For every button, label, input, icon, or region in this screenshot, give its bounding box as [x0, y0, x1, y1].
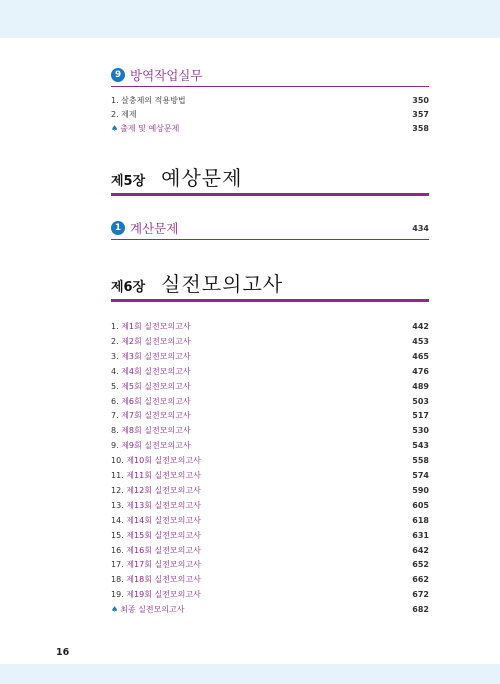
toc-entry[interactable] — [111, 395, 429, 408]
chapter-heading — [111, 162, 242, 191]
toc-entry[interactable] — [111, 350, 429, 363]
toc-entry-page: 453 — [412, 336, 429, 346]
toc-entry-page: 543 — [412, 441, 429, 451]
toc-entry-name: 제5회 실전모의고사 — [121, 381, 191, 391]
toc-entry[interactable] — [111, 320, 429, 333]
toc-entry-name: 제19회 실전모의고사 — [126, 590, 201, 600]
spade-icon: ♠ — [111, 605, 119, 615]
toc-entry-page: 358 — [412, 124, 429, 133]
toc-entry-name: 최종 실전모의고사 — [120, 605, 185, 615]
toc-entry-label — [111, 484, 201, 497]
toc-entry-label — [111, 365, 191, 378]
toc-entry-label — [111, 469, 201, 482]
toc-entry-number: 17. — [111, 560, 124, 570]
toc-entry-name: 제1회 실전모의고사 — [121, 322, 191, 331]
toc-entry-number: 3. — [111, 351, 119, 361]
toc-entry-number: 7. — [111, 411, 119, 421]
toc-entry-name: 제17회 실전모의고사 — [126, 560, 201, 570]
toc-entry-page: 618 — [412, 515, 429, 525]
chapter-title: 예상문제 — [161, 166, 243, 190]
toc-entry-page: 350 — [412, 96, 429, 105]
toc-entry-label — [111, 335, 191, 348]
toc-entry[interactable] — [111, 469, 429, 482]
toc-entry-label — [111, 409, 191, 422]
toc-entry-special[interactable] — [111, 122, 429, 135]
toc-entry-page: 574 — [412, 471, 429, 480]
toc-entry-number: 14. — [111, 515, 124, 525]
toc-entry-name: 제12회 실전모의고사 — [126, 485, 201, 495]
toc-entry-name: 제3회 실전모의고사 — [121, 351, 191, 361]
toc-entry-number: 5. — [111, 381, 119, 391]
toc-entry-label — [111, 588, 201, 601]
toc-entry-number: 18. — [111, 575, 124, 585]
toc-entry-label — [111, 350, 191, 363]
section-number-badge: 1 — [111, 221, 125, 235]
toc-entry[interactable] — [111, 409, 429, 422]
toc-entry-number: 15. — [111, 530, 124, 540]
toc-entry-page: 476 — [412, 366, 429, 376]
toc-entry[interactable] — [111, 94, 429, 107]
toc-entry[interactable] — [111, 484, 429, 497]
section-number-badge: 9 — [111, 68, 125, 82]
toc-entry-label: 1. 살충제의 적용방법 — [111, 96, 186, 105]
toc-entry-number: 2. — [111, 336, 119, 346]
toc-entry-page: 442 — [412, 322, 429, 331]
toc-entry[interactable] — [111, 529, 429, 542]
page-number: 16 — [56, 647, 70, 658]
chapter-heading — [111, 268, 283, 297]
toc-entry-number: 19. — [111, 590, 124, 600]
toc-entry-name: 제13회 실전모의고사 — [126, 500, 201, 510]
toc-entry[interactable] — [111, 454, 429, 467]
toc-entry-name: 제15회 실전모의고사 — [126, 530, 201, 540]
toc-entry-page: 357 — [412, 110, 429, 119]
toc-entry-label: 2. 제제 — [111, 110, 137, 119]
toc-entry-label — [111, 439, 191, 452]
toc-entry-name: 제6회 실전모의고사 — [121, 396, 191, 406]
section-divider — [111, 239, 429, 240]
toc-entry-page: 682 — [412, 605, 429, 615]
toc-entry-label — [111, 122, 179, 135]
toc-entry-label — [111, 529, 201, 542]
toc-entry[interactable] — [111, 365, 429, 378]
toc-entry-number: 1. — [111, 322, 119, 331]
toc-entry-page: 558 — [412, 456, 429, 466]
toc-entry-label — [111, 424, 191, 437]
toc-entry-label — [111, 514, 201, 527]
toc-entry-name: 출제 및 예상문제 — [120, 124, 180, 133]
toc-entry-page: 662 — [412, 575, 429, 585]
toc-entry-name: 제2회 실전모의고사 — [121, 336, 191, 346]
toc-entry-label — [111, 573, 201, 586]
toc-entry[interactable] — [111, 499, 429, 512]
section-title: 방역작업실무 — [130, 68, 203, 83]
top-band — [0, 0, 500, 38]
toc-entry-page: 642 — [412, 545, 429, 555]
chapter-divider — [111, 193, 429, 196]
toc-entry-number: 13. — [111, 500, 124, 510]
toc-entry-name: 제8회 실전모의고사 — [121, 426, 191, 436]
toc-entry-label — [111, 320, 191, 333]
chapter-label: 제6장 — [111, 280, 146, 295]
toc-entry[interactable] — [111, 573, 429, 586]
toc-entry-number: 11. — [111, 471, 124, 480]
toc-entry-page: 672 — [412, 590, 429, 600]
section-heading — [111, 219, 178, 237]
toc-entry-page: 503 — [412, 396, 429, 406]
toc-entry-page: 652 — [412, 560, 429, 570]
toc-entry-number: 4. — [111, 366, 119, 376]
toc-entry-name: 제10회 실전모의고사 — [126, 456, 201, 466]
toc-entry-name: 제4회 실전모의고사 — [121, 366, 191, 376]
toc-entry-number: 12. — [111, 485, 124, 495]
bottom-band — [0, 664, 500, 684]
toc-entry-label — [111, 544, 201, 557]
toc-entry-special[interactable] — [111, 603, 429, 616]
toc-entry-label — [111, 395, 191, 408]
toc-entry[interactable] — [111, 335, 429, 348]
section-heading — [111, 66, 202, 84]
toc-entry-label — [111, 499, 201, 512]
toc-entry-label — [111, 558, 201, 571]
toc-entry-number: 6. — [111, 396, 119, 406]
toc-entry-page: 605 — [412, 500, 429, 510]
toc-entry-name: 제7회 실전모의고사 — [121, 411, 191, 421]
toc-entry-number: 8. — [111, 426, 119, 436]
chapter-divider — [111, 299, 429, 302]
toc-entry[interactable] — [111, 380, 429, 393]
toc-entry[interactable] — [111, 424, 429, 437]
toc-entry-page: 590 — [412, 485, 429, 495]
toc-entry-label — [111, 380, 191, 393]
toc-entry[interactable] — [111, 558, 429, 571]
toc-entry-page: 530 — [412, 426, 429, 436]
chapter-label: 제5장 — [111, 174, 146, 189]
section-title: 계산문제 — [130, 221, 179, 236]
toc-entry[interactable] — [111, 108, 429, 121]
chapter-title: 실전모의고사 — [161, 272, 284, 296]
toc-entry[interactable] — [111, 588, 429, 601]
toc-entry-name: 제16회 실전모의고사 — [126, 545, 201, 555]
section-page[interactable] — [400, 222, 429, 235]
toc-entry-number: 10. — [111, 456, 124, 466]
toc-entry-name: 제14회 실전모의고사 — [126, 515, 201, 525]
toc-entry[interactable] — [111, 439, 429, 452]
toc-entry-label — [111, 603, 185, 616]
spade-icon: ♠ — [111, 124, 119, 133]
toc-entry-page: 465 — [412, 351, 429, 361]
toc-entry-name: 제9회 실전모의고사 — [121, 441, 191, 451]
section-divider — [111, 86, 429, 87]
toc-entry-page: 434 — [412, 224, 429, 233]
toc-entry-number: 9. — [111, 441, 119, 451]
toc-entry-label — [111, 454, 201, 467]
toc-entry-page: 631 — [412, 530, 429, 540]
toc-entry-name: 제18회 실전모의고사 — [126, 575, 201, 585]
toc-entry[interactable] — [111, 544, 429, 557]
toc-entry-page: 517 — [412, 411, 429, 421]
toc-entry-page: 489 — [412, 381, 429, 391]
toc-entry-number: 16. — [111, 545, 124, 555]
toc-entry[interactable] — [111, 514, 429, 527]
toc-entry-name: 제11회 실전모의고사 — [126, 471, 201, 480]
